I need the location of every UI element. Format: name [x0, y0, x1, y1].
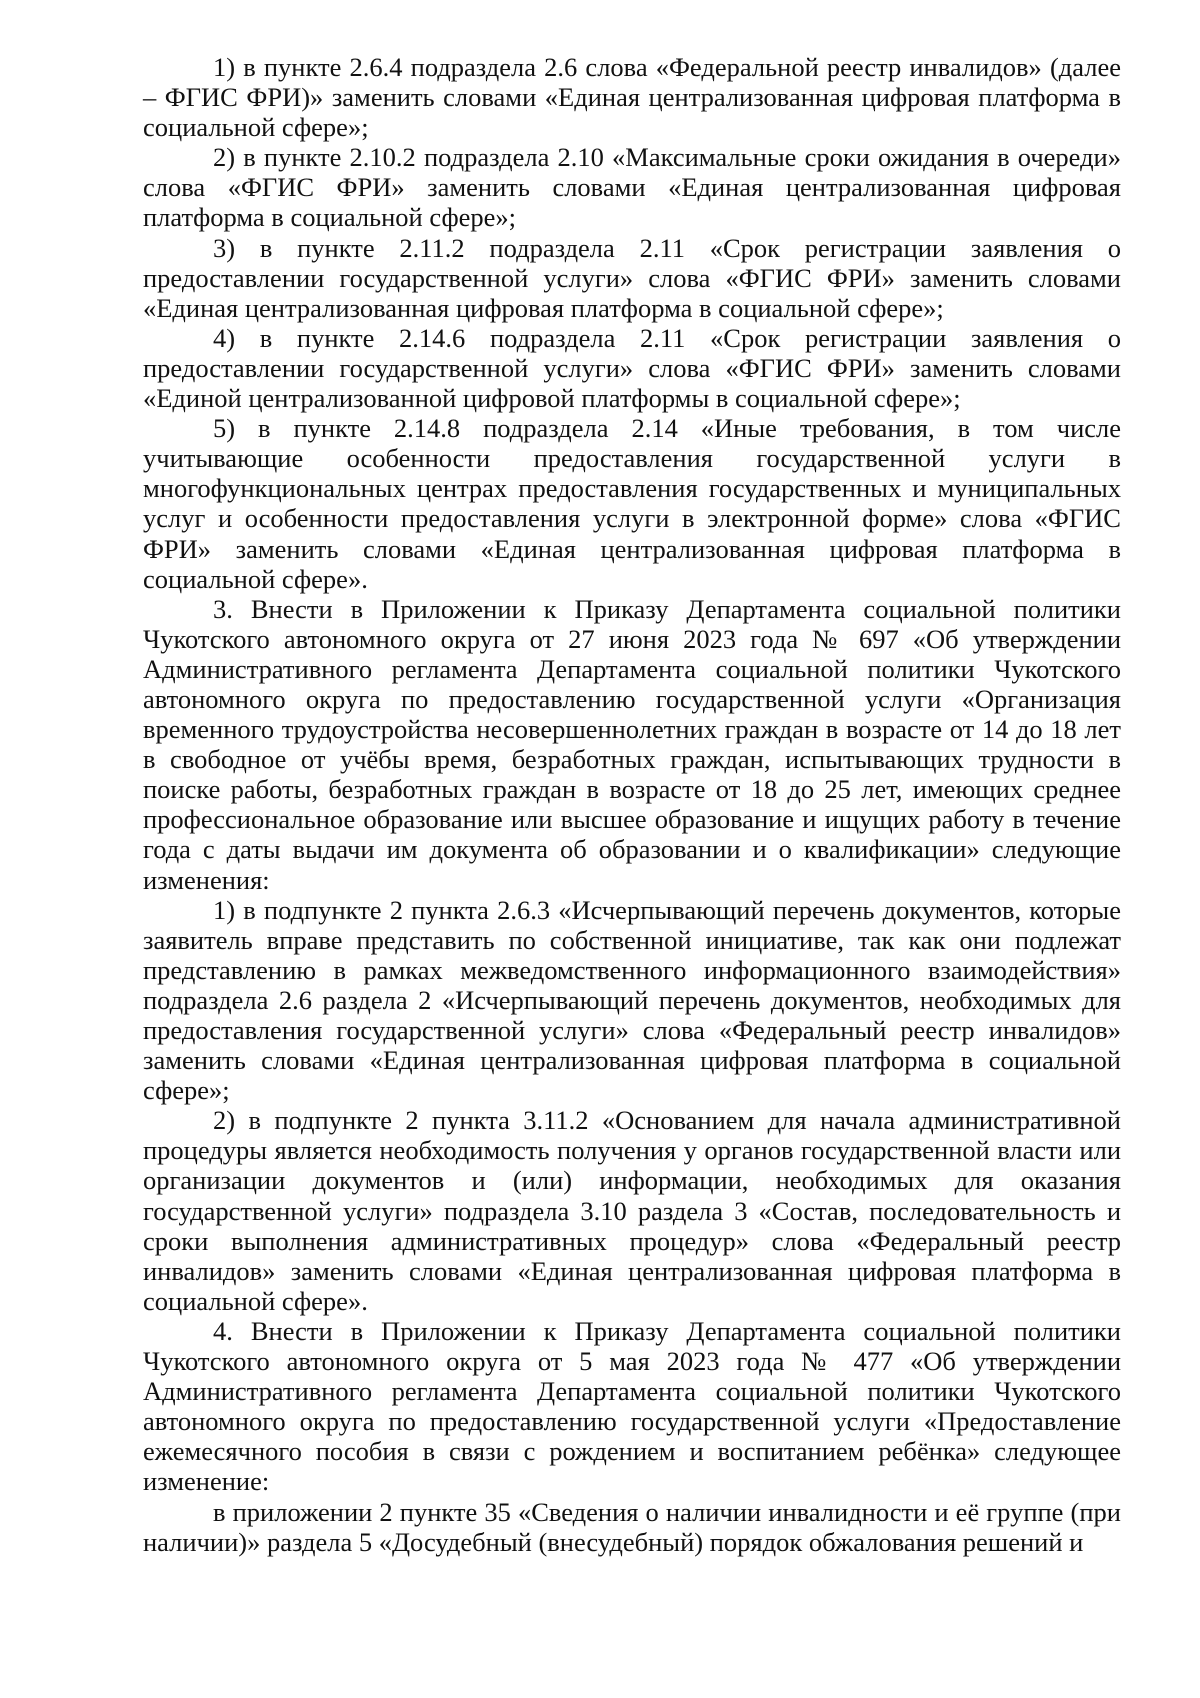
paragraph-section-3: 3. Внести в Приложении к Приказу Департамента социальной политики Чукотского автономного округа от 27 июня 2023 года № 697 «Об утверждении Административного регламента Департамента социальной политики Чукотского автономного округа по предоставлению государственной услуги «Организация временного трудоустройства несовершеннолетних граждан в возрасте от 14 до 18 лет в свободное от учёбы время, безработных граждан, испытывающих трудности в поиске работы, безработных граждан в возрасте от 18 до 25 лет, имеющих среднее профессиональное образование или высшее образование и ищущих работу в течение года с даты выдачи им документа об образовании и о квалификации» следующие изменения: [143, 593, 1121, 895]
paragraph-item-3-2: 2) в подпункте 2 пункта 3.11.2 «Основанием для начала административной процедуры является необходимость получения у органов государственной власти или организации документов и (или) информации, необходимых для оказания государственной услуги» подраздела 3.10 раздела 3 «Состав, последовательность и сроки выполнения административных процедур» слова «Федеральный реестр инвалидов» заменить словами «Единая централизованная цифровая платформа в социальной сфере». [143, 1105, 1121, 1316]
paragraph-item-1-4: 4) в пункте 2.14.6 подраздела 2.11 «Срок регистрации заявления о предоставлении государственной услуги» слова «ФГИС ФРИ» заменить словами «Единой централизованной цифровой платформы в социальной сфере»; [143, 322, 1121, 414]
paragraph-item-1-2: 2) в пункте 2.10.2 подраздела 2.10 «Максимальные сроки ожидания в очереди» слова «ФГИС ФРИ» заменить словами «Единая централизованная цифровая платформа в социальной сфере»; [143, 142, 1121, 233]
paragraph-item-1-3: 3) в пункте 2.11.2 подраздела 2.11 «Срок регистрации заявления о предоставлении государственной услуги» слова «ФГИС ФРИ» заменить словами «Единая централизованная цифровая платформа в социальной сфере»; [143, 232, 1121, 323]
paragraph-section-4: 4. Внести в Приложении к Приказу Департамента социальной политики Чукотского автономного округа от 5 мая 2023 года № 477 «Об утверждении Административного регламента Департамента социальной политики Чукотского автономного округа по предоставлению государственной услуги «Предоставление ежемесячного пособия в связи с рождением и воспитанием ребёнка» следующее изменение: [143, 1315, 1121, 1497]
paragraph-section-4-text: в приложении 2 пункте 35 «Сведения о наличии инвалидности и её группе (при наличии)» раздела 5 «Досудебный (внесудебный) порядок обжалования решений и [143, 1496, 1121, 1557]
paragraph-item-1-5: 5) в пункте 2.14.8 подраздела 2.14 «Иные требования, в том числе учитывающие особенности предоставления государственной услуги в многофункциональных центрах предоставления государственных и муниципальных услуг и особенности предоставления услуги в электронной форме» слова «ФГИС ФРИ» заменить словами «Единая централизованная цифровая платформа в социальной сфере». [143, 413, 1121, 594]
document-page [143, 52, 1121, 1557]
paragraph-item-1-1: 1) в пункте 2.6.4 подраздела 2.6 слова «Федеральной реестр инвалидов» (далее – ФГИС ФРИ)» заменить словами «Единая централизованная цифровая платформа в социальной сфере»; [143, 52, 1121, 143]
paragraph-item-3-1: 1) в подпункте 2 пункта 2.6.3 «Исчерпывающий перечень документов, которые заявитель вправе представить по собственной инициативе, так как они подлежат представлению в рамках межведомственного информационного взаимодействия» подраздела 2.6 раздела 2 «Исчерпывающий перечень документов, необходимых для предоставления государственной услуги» слова «Федеральный реестр инвалидов» заменить словами «Единая централизованная цифровая платформа в социальной сфере»; [143, 894, 1121, 1106]
